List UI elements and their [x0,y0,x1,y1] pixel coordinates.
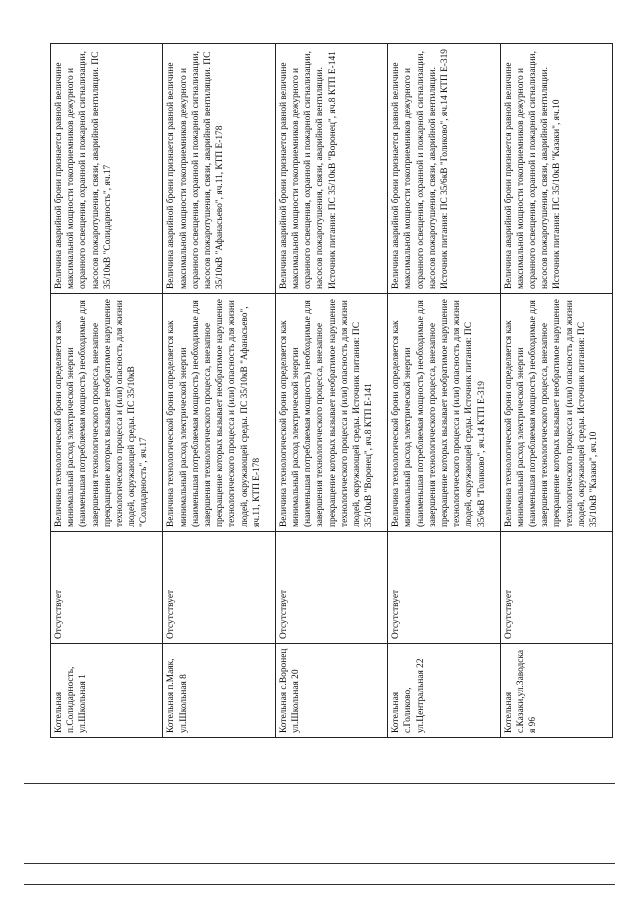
tech-reserve-cell: Отсутствует [275,532,387,644]
table-row [163,44,275,738]
emergency-reserve-cell: Величина аварийной брони признается равной величине максимальной мощности токоприемников дежурного и охранного освещения, охранной и пожарной сигнализации, насосов пожаротушения, связи, аварийной вентиляции. Источник питания: ПС 35/6кВ "Голиково", яч.14 КТП Е-319 [388,44,500,294]
object-cell: Котельная с.Казаки,ул.Заводская 96 [500,644,612,738]
process-reserve-cell: Величина технологической брони определяется как минимальный расход электрической энергии (наименьшая потребляемая мощность) необходимые для завершения технологического процесса, внезапное прекращение которых вызывает необратимое нарушение технологического процесса и (или) опасность для жизни людей, окружающей среды. Источник питания: ПС 35/10кВ "Казаки", яч.10 [500,294,612,532]
emergency-reserve-cell: Величина аварийной брони признается равной величине максимальной мощности токоприемников дежурного и охранного освещения, охранной и пожарной сигнализации, насосов пожаротушения, связи, аварийной вентиляции. Источник питания: ПС 35/10кВ "Воронец", яч.8 КТП Е-141 [275,44,387,294]
signature-line [24,863,615,864]
table-row [275,44,387,738]
tech-reserve-cell: Отсутствует [388,532,500,644]
object-cell: Котельная с.Голиково, ул.Центральная 22 [388,644,500,738]
process-reserve-cell: Величина технологической брони определяется как минимальный расход электрической энергии (наименьшая потребляемая мощность) необходимые для завершения технологического процесса, внезапное прекращение которых вызывает необратимое нарушение технологического процесса и (или) опасность для жизни людей, окружающей среды. ПС 35/10кВ "Солидарность", яч.17 [51,294,163,532]
rotated-document [50,44,613,738]
process-reserve-cell: Величина технологической брони определяется как минимальный расход электрической энергии (наименьшая потребляемая мощность) необходимые для завершения технологического процесса, внезапное прекращение которых вызывает необратимое нарушение технологического процесса и (или) опасность для жизни людей, окружающей среды. Источник питания: ПС 35/6кВ "Голиково", яч.14 КТП Е-319 [388,294,500,532]
signature-line [24,783,615,784]
emergency-reserve-cell: Величина аварийной брони признается равной величине максимальной мощности токоприемников дежурного и охранного освещения, охранной и пожарной сигнализации, насосов пожаротушения, связи, аварийной вентиляции. ПС 35/10кВ "Солидарность", яч.17 [51,44,163,294]
table-row [388,44,500,738]
process-reserve-cell: Величина технологической брони определяется как минимальный расход электрической энергии (наименьшая потребляемая мощность) необходимые для завершения технологического процесса, внезапное прекращение которых вызывает необратимое нарушение технологического процесса и (или) опасность для жизни людей, окружающей среды. Источник питания: ПС 35/10кВ "Воронец", яч.8 КТП Е-141 [275,294,387,532]
tech-reserve-cell: Отсутствует [51,532,163,644]
emergency-reserve-cell: Величина аварийной брони признается равной величине максимальной мощности токоприемников дежурного и охранного освещения, охранной и пожарной сигнализации, насосов пожаротушения, связи, аварийной вентиляции. Источник питания: ПС 35/10кВ "Казаки", яч.10 [500,44,612,294]
tech-reserve-cell: Отсутствует [163,532,275,644]
table-row [51,44,163,738]
reserve-table [50,43,613,738]
emergency-reserve-cell: Величина аварийной брони признается равной величине максимальной мощности токоприемников дежурного и охранного освещения, охранной и пожарной сигнализации, насосов пожаротушения, связи, аварийной вентиляции. ПС 35/10кВ "Афанасьево", яч.11, КТП Е-178 [163,44,275,294]
signature-line [24,884,615,885]
object-cell: Котельная с.Воронец ул.Школьная 20 [275,644,387,738]
object-cell: Котельная п.Маяк, ул.Школьная 8 [163,644,275,738]
object-cell: Котельная п.Солидарность, ул.Школьная 1 [51,644,163,738]
table-row [500,44,612,738]
tech-reserve-cell: Отсутствует [500,532,612,644]
process-reserve-cell: Величина технологической брони определяется как минимальный расход электрической энергии (наименьшая потребляемая мощность) необходимые для завершения технологического процесса, внезапное прекращение которых вызывает необратимое нарушение технологического процесса и (или) опасность для жизни людей, окружающей среды. ПС 35/10кВ "Афанасьево", яч.11, КТП Е-178 [163,294,275,532]
